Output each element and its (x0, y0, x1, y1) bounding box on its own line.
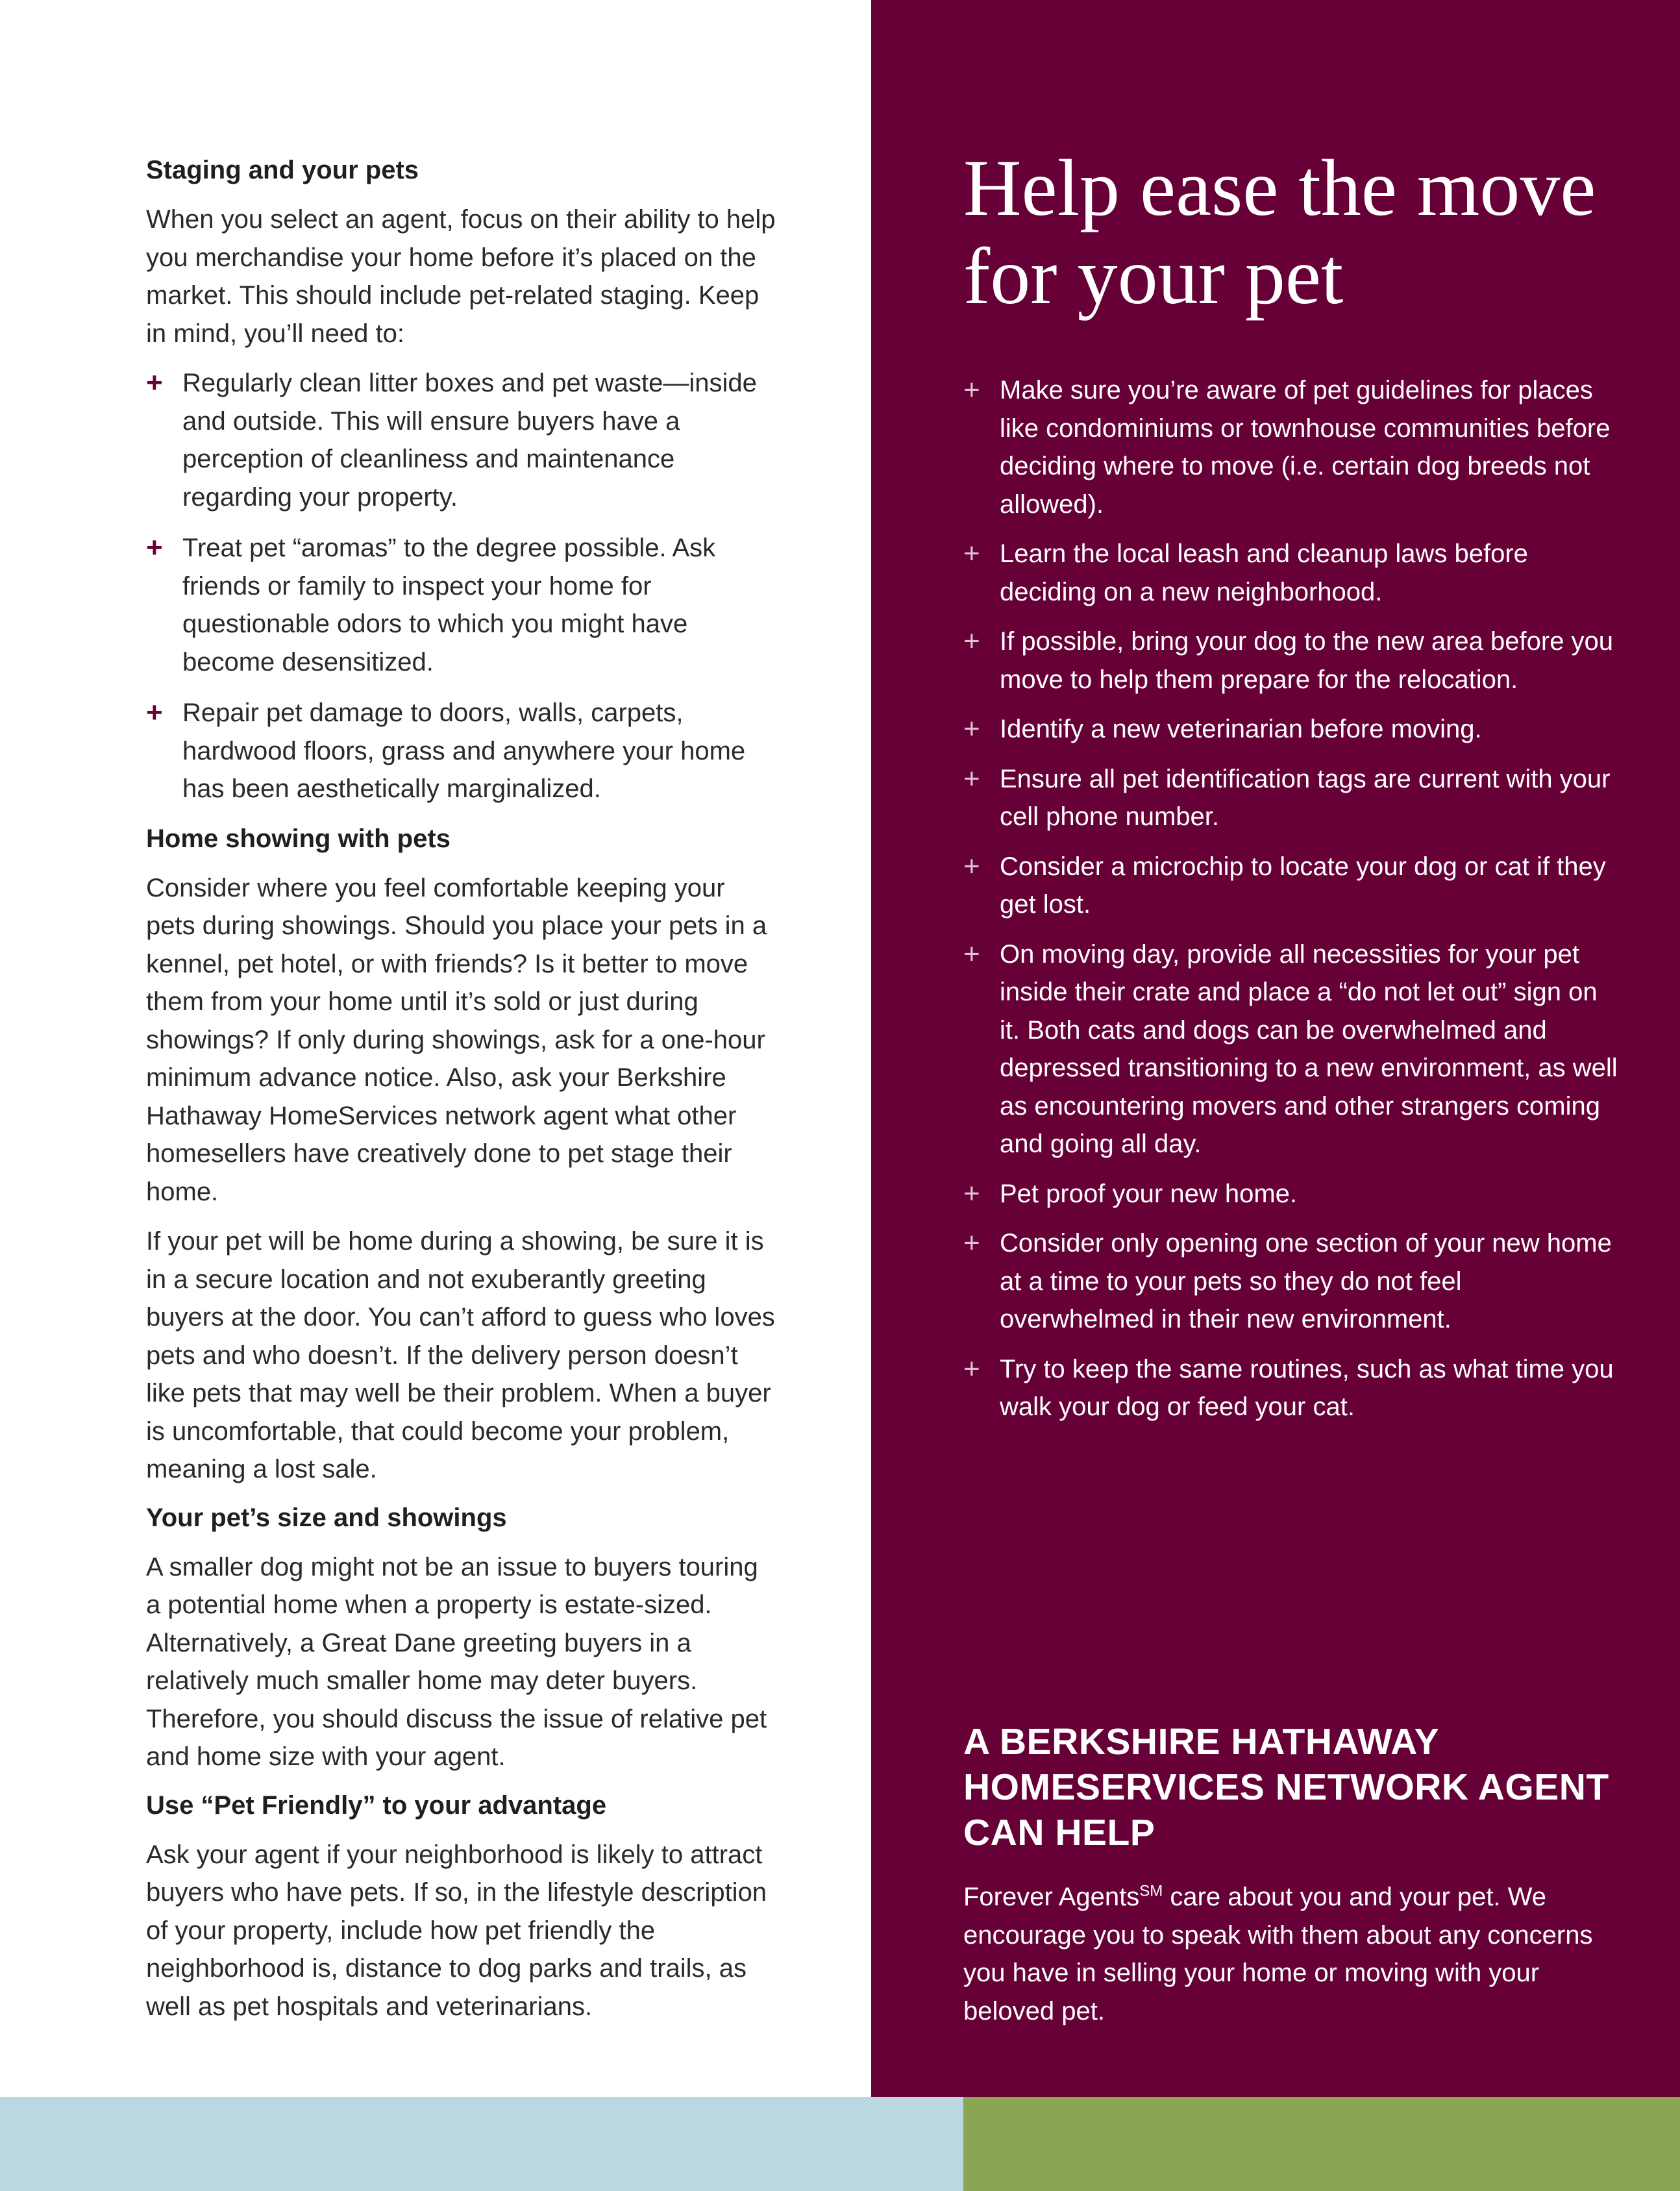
list-item: + Try to keep the same routines, such as what time you walk your dog or feed your cat. (963, 1350, 1619, 1426)
list-item: + Ensure all pet identification tags are current with your cell phone number. (963, 760, 1619, 836)
list-item: + Treat pet “aromas” to the degree possible. Ask friends or family to inspect your home for questionable odors to which you might have become desensitized. (146, 529, 779, 681)
tips-panel (871, 0, 1680, 2097)
plus-icon: + (963, 850, 980, 882)
staging-heading: Staging and your pets (146, 156, 419, 184)
list-item: + Make sure you’re aware of pet guidelines for places like condominiums or townhouse communities before deciding where to move (i.e. certain dog breeds not allowed). (963, 371, 1619, 523)
plus-icon: + (963, 713, 980, 745)
list-item: + Regularly clean litter boxes and pet waste—inside and outside. This will ensure buyers have a perception of cleanliness and maintenance regarding your property. (146, 364, 779, 516)
showing-paragraph-1: Consider where you feel comfortable keeping your pets during showings. Should you place your pets in a kennel, pet hotel, or with friends? Is it better to move them from your home until it’s sold or just during showings? If only during showings, ask for a one-hour minimum advance notice. Also, ask your Berkshire Hathaway HomeServices network agent what other homesellers have creatively done to pet stage their home. (146, 873, 767, 1206)
footer-blue-band (0, 2097, 963, 2191)
plus-icon: + (963, 374, 980, 406)
plus-icon: + (963, 1352, 980, 1385)
showing-paragraph-2: If your pet will be home during a showing, be sure it is in a secure location and not exuberantly greeting buyers at the door. You can’t afford to guess who loves pets and who doesn’t. If the delivery person doesn’t like pets that may well be their problem. When a buyer is uncomfortable, that could become your problem, meaning a lost sale. (146, 1227, 775, 1483)
agent-heading: A BERKSHIRE HATHAWAY HOMESERVICES NETWORK AGENT CAN HELP (963, 1721, 1609, 1853)
footer-green-band (963, 2097, 1680, 2191)
plus-icon: + (963, 625, 980, 657)
staging-intro: When you select an agent, focus on their ability to help you merchandise your home before it’s placed on the market. This should include pet-related staging. Keep in mind, you’ll need to: (146, 205, 776, 348)
plus-icon: + (146, 697, 163, 728)
plus-icon: + (963, 1227, 980, 1259)
tips-list (963, 371, 1619, 1438)
list-item: + Consider a microchip to locate your dog or cat if they get lost. (963, 848, 1619, 924)
list-item: + Consider only opening one section of your new home at a time to your pets so they do not feel overwhelmed in their new environment. (963, 1224, 1619, 1339)
agent-paragraph: Forever Agents℠ care about you and your pet. We encourage you to speak with them about any concerns you have in selling your home or moving with your beloved pet. (963, 1882, 1593, 2025)
staging-list (146, 364, 779, 808)
list-item: + Repair pet damage to doors, walls, carpets, hardwood floors, grass and anywhere your home has been aesthetically marginalized. (146, 694, 779, 808)
list-item: + Identify a new veterinarian before moving. (963, 710, 1619, 749)
pet-friendly-heading: Use “Pet Friendly” to your advantage (146, 1790, 607, 1820)
panel-title: Help ease the move for your pet (963, 143, 1596, 321)
showing-heading: Home showing with pets (146, 824, 451, 853)
plus-icon: + (963, 538, 980, 569)
plus-icon: + (146, 532, 163, 563)
list-item: + If possible, bring your dog to the new area before you move to help them prepare for the relocation. (963, 623, 1619, 699)
list-item: + Pet proof your new home. (963, 1175, 1619, 1213)
plus-icon: + (963, 1177, 980, 1209)
plus-icon: + (963, 937, 980, 970)
list-item: + Learn the local leash and cleanup laws before deciding on a new neighborhood. (963, 535, 1619, 611)
size-heading: Your pet’s size and showings (146, 1503, 507, 1532)
service-mark: SM (1139, 1882, 1163, 1900)
pet-friendly-paragraph: Ask your agent if your neighborhood is likely to attract buyers who have pets. If so, in the lifestyle description of your property, include how pet friendly the neighborhood is, distance to dog parks and trails, as well as pet hospitals and veterinarians. (146, 1840, 767, 2021)
size-paragraph: A smaller dog might not be an issue to buyers touring a potential home when a property is estate-sized. Alternatively, a Great Dane greeting buyers in a relatively much smaller home may deter buyers. Therefore, you should discuss the issue of relative pet and home size with your agent. (146, 1552, 767, 1771)
plus-icon: + (146, 367, 163, 399)
list-item: + On moving day, provide all necessities for your pet inside their crate and place a “do not let out” sign on it. Both cats and dogs can be overwhelmed and depressed transitioning to a new environment, as well as encountering movers and other strangers coming and going all day. (963, 935, 1619, 1163)
plus-icon: + (963, 762, 980, 795)
left-column (146, 153, 779, 2037)
